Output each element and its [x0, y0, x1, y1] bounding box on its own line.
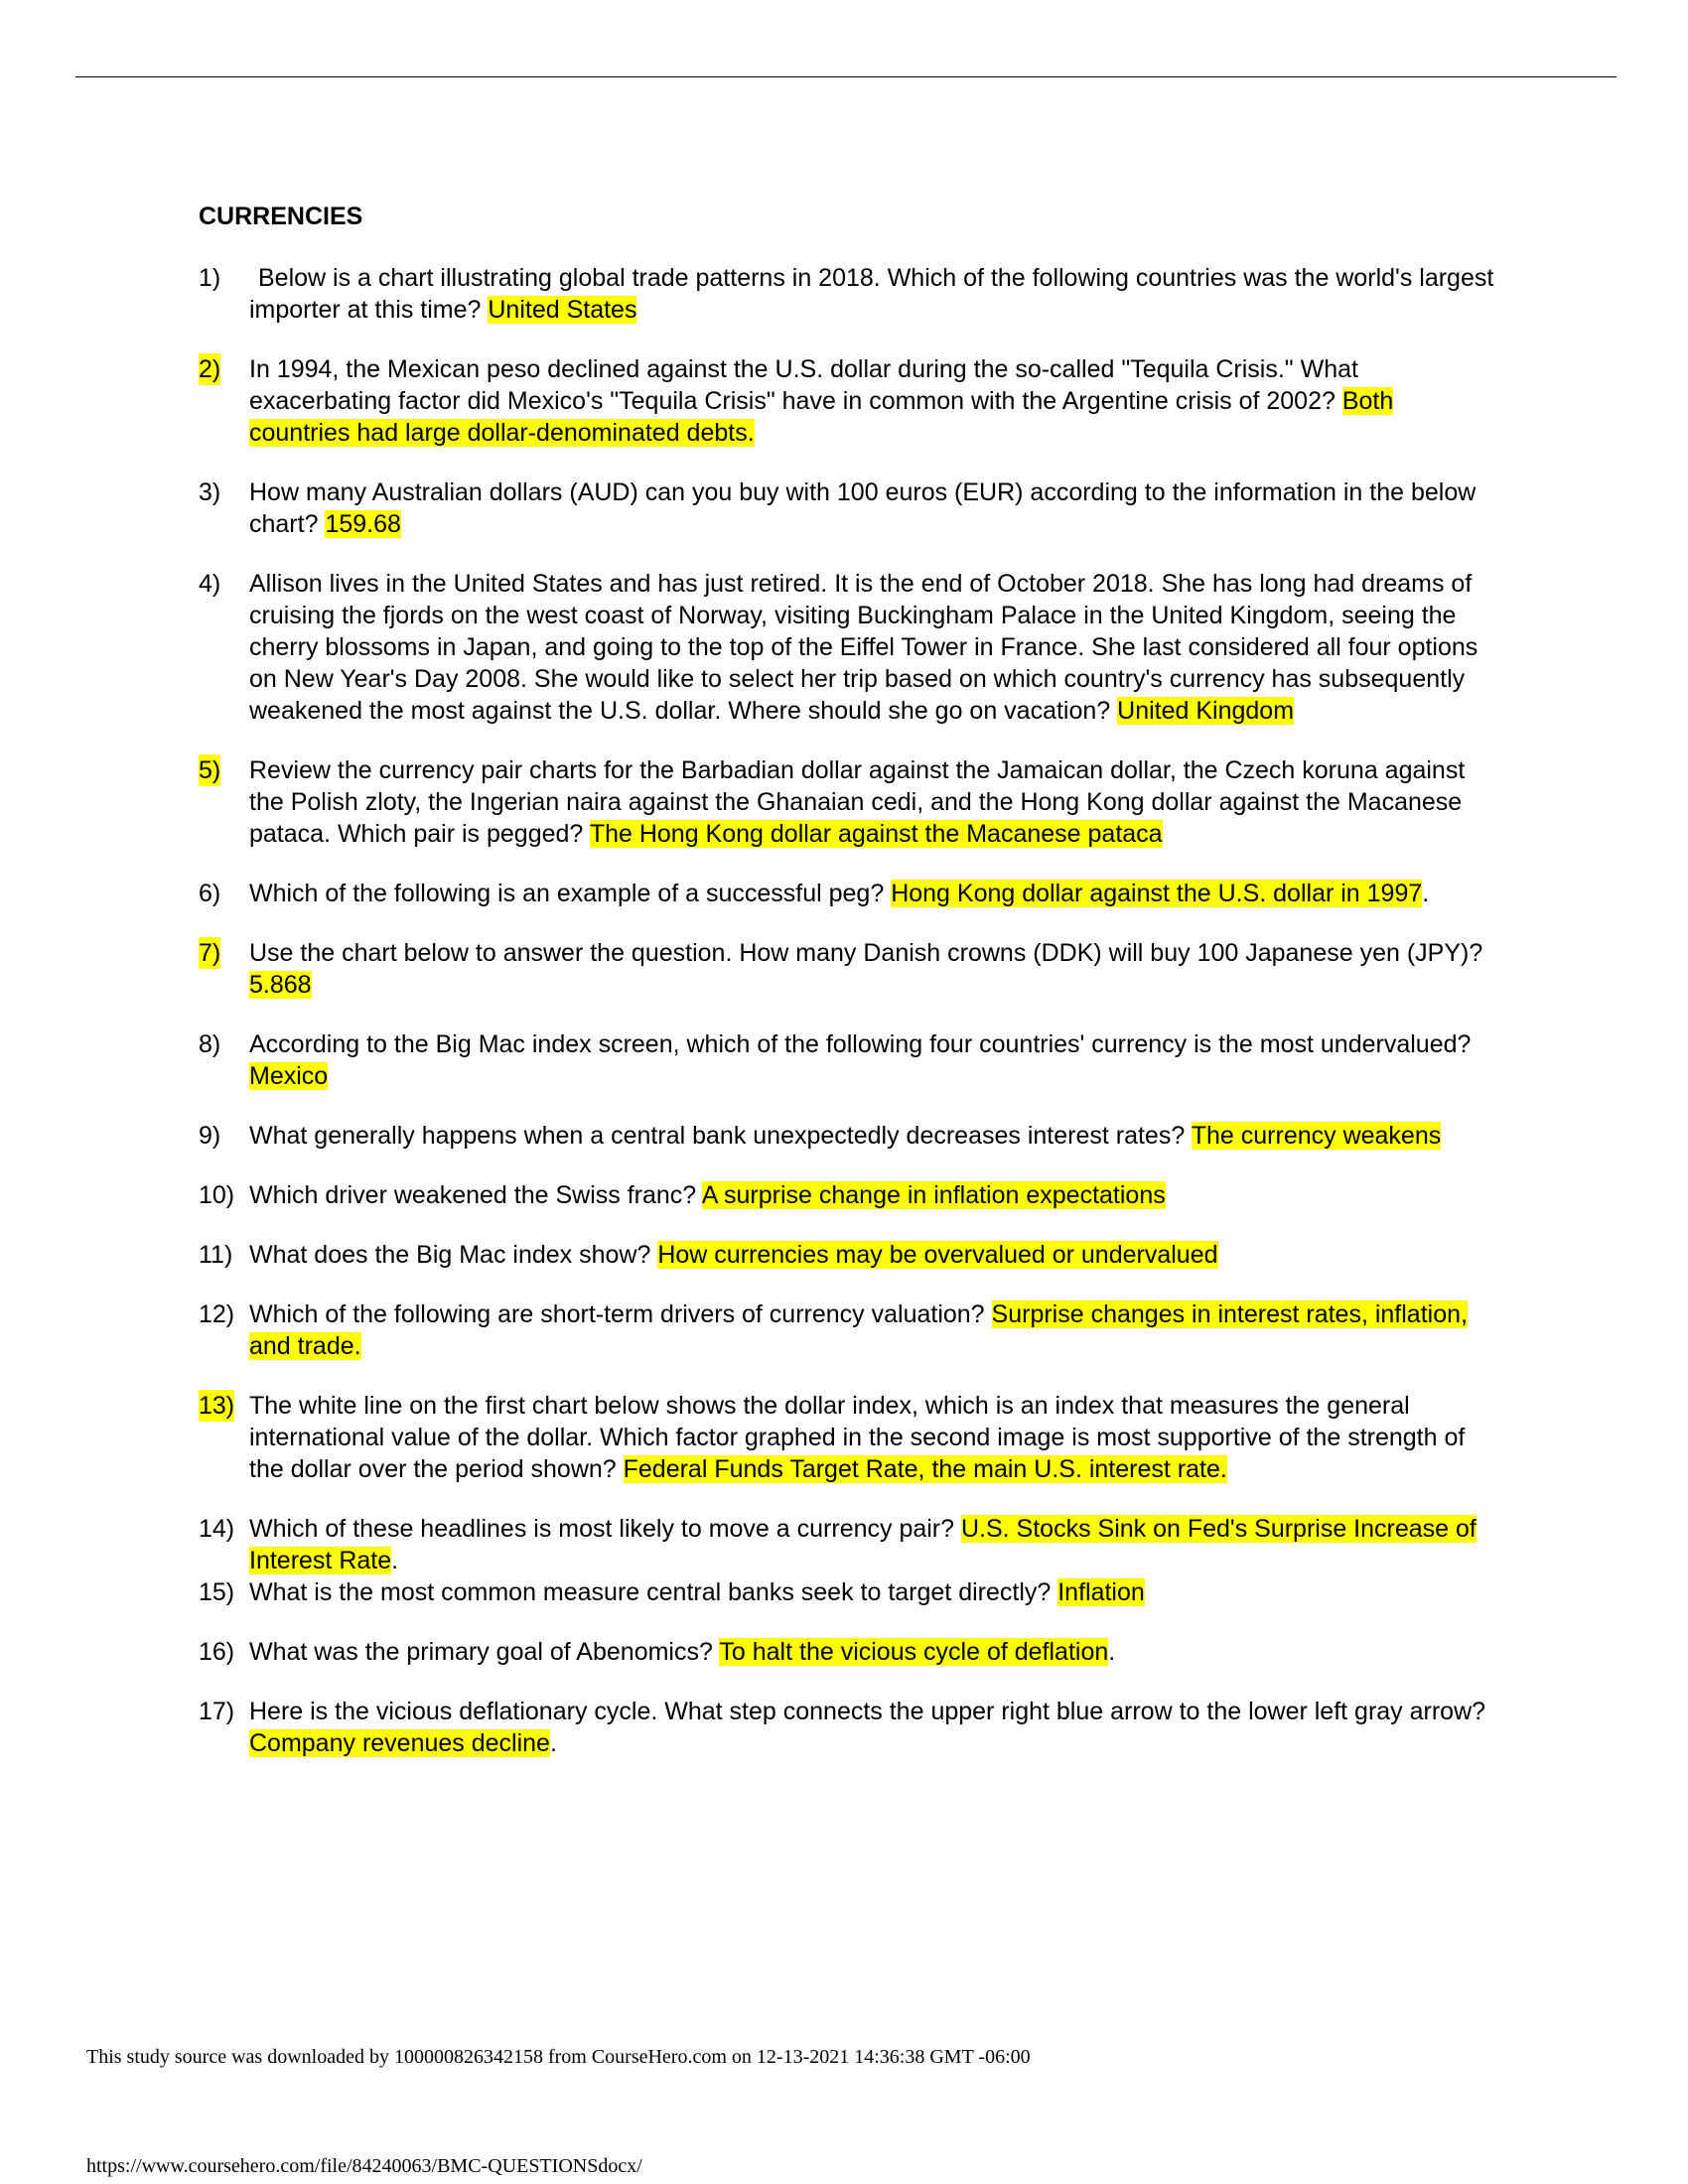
- answer-highlight: To halt the vicious cycle of deflation: [719, 1638, 1109, 1666]
- top-rule: [75, 76, 1617, 77]
- question-number: 12): [199, 1300, 235, 1328]
- answer-suffix: .: [1108, 1638, 1116, 1666]
- question-7: [199, 937, 1499, 1001]
- answer-highlight: Federal Funds Target Rate, the main U.S. interest rate.: [623, 1455, 1227, 1483]
- question-text: Which of these headlines is most likely to move a currency pair?: [249, 1515, 961, 1543]
- page-title: CURRENCIES: [199, 203, 363, 230]
- question-text: According to the Big Mac index screen, which of the following four countries' currency is the most undervalued?: [249, 1030, 1472, 1058]
- question-text: Here is the vicious deflationary cycle. What step connects the upper right blue arrow to the lower left gray arrow?: [249, 1698, 1486, 1725]
- question-text: What generally happens when a central bank unexpectedly decreases interest rates?: [249, 1122, 1192, 1150]
- answer-highlight: How currencies may be overvalued or undervalued: [657, 1241, 1218, 1269]
- question-text: Review the currency pair charts for the Barbadian dollar against the Jamaican dollar, the Czech koruna against the Polish zloty, the Ingerian naira against the Ghanaian cedi, and the Hong Kong dollar against the Macanese pataca. Which pair is pegged?: [249, 756, 1466, 848]
- answer-highlight: Surprise changes in interest rates, inflation, and trade.: [249, 1300, 1468, 1360]
- question-list: [199, 262, 1499, 1759]
- question-number: 14): [199, 1515, 235, 1543]
- question-text: Use the chart below to answer the question. How many Danish crowns (DDK) will buy 100 Japanese yen (JPY)?: [249, 939, 1483, 967]
- question-text: What is the most common measure central banks seek to target directly?: [249, 1578, 1058, 1606]
- question-9: [199, 1120, 1499, 1152]
- question-8: [199, 1028, 1499, 1092]
- question-5: [199, 754, 1499, 850]
- answer-highlight: A surprise change in inflation expectations: [701, 1181, 1166, 1209]
- question-number: 3): [199, 478, 221, 506]
- source-url[interactable]: https://www.coursehero.com/file/84240063/BMC-QUESTIONSdocx/: [86, 2155, 642, 2177]
- question-number: 7): [199, 939, 221, 967]
- answer-suffix: .: [549, 1729, 557, 1757]
- question-text: Below is a chart illustrating global trade patterns in 2018. Which of the following countries was the world's largest importer at this time?: [249, 264, 1494, 324]
- answer-highlight: United States: [488, 296, 637, 324]
- question-text: What does the Big Mac index show?: [249, 1241, 658, 1269]
- question-text: How many Australian dollars (AUD) can you buy with 100 euros (EUR) according to the information in the below chart?: [249, 478, 1477, 538]
- question-number: 16): [199, 1638, 235, 1666]
- question-17: [199, 1696, 1499, 1759]
- question-text: What was the primary goal of Abenomics?: [249, 1638, 720, 1666]
- answer-highlight: U.S. Stocks Sink on Fed's Surprise Increase of Interest Rate: [249, 1515, 1477, 1574]
- question-12: [199, 1298, 1499, 1362]
- question-16: [199, 1636, 1499, 1668]
- question-14: [199, 1513, 1499, 1576]
- answer-highlight: Inflation: [1057, 1578, 1145, 1606]
- question-1: [199, 262, 1499, 326]
- question-text: Allison lives in the United States and has just retired. It is the end of October 2018. She has long had dreams of cruising the fjords on the west coast of Norway, visiting Buckingham Palace in the United Kingdom, seeing the cherry blossoms in Japan, and going to the top of the Eiffel Tower in France. She last considered all four options on New Year's Day 2008. She would like to select her trip based on which country's currency has subsequently weakened the most against the U.S. dollar. Where should she go on vacation?: [249, 570, 1478, 725]
- answer-highlight: The currency weakens: [1191, 1122, 1442, 1150]
- answer-suffix: .: [391, 1547, 399, 1574]
- question-4: [199, 568, 1499, 727]
- question-number: 13): [199, 1392, 235, 1420]
- download-source-note: This study source was downloaded by 100000826342158 from CourseHero.com on 12-13-2021 14:36:38 GMT -06:00: [86, 2046, 1031, 2068]
- question-text: Which of the following is an example of a successful peg?: [249, 880, 892, 907]
- question-number: 5): [199, 756, 221, 784]
- question-number: 8): [199, 1030, 221, 1058]
- question-text: Which of the following are short-term drivers of currency valuation?: [249, 1300, 992, 1328]
- answer-highlight: Company revenues decline: [249, 1729, 550, 1757]
- question-15: [199, 1576, 1499, 1608]
- answer-highlight: Hong Kong dollar against the U.S. dollar in 1997: [891, 880, 1423, 907]
- question-number: 2): [199, 355, 221, 383]
- question-11: [199, 1239, 1499, 1271]
- question-number: 4): [199, 570, 221, 598]
- question-number: 15): [199, 1578, 235, 1606]
- question-10: [199, 1179, 1499, 1211]
- answer-highlight: Mexico: [249, 1062, 329, 1090]
- answer-highlight: United Kingdom: [1117, 697, 1295, 725]
- question-number: 6): [199, 880, 221, 907]
- question-number: 10): [199, 1181, 235, 1209]
- question-text: Which driver weakened the Swiss franc?: [249, 1181, 702, 1209]
- question-13: [199, 1390, 1499, 1485]
- question-3: [199, 477, 1499, 540]
- question-number: 1): [199, 264, 221, 292]
- answer-highlight: 159.68: [325, 510, 401, 538]
- answer-highlight: The Hong Kong dollar against the Macanese pataca: [589, 820, 1163, 848]
- question-6: [199, 878, 1499, 909]
- answer-highlight: 5.868: [249, 971, 312, 999]
- question-number: 11): [199, 1241, 233, 1269]
- answer-suffix: .: [1422, 880, 1430, 907]
- question-number: 9): [199, 1122, 221, 1150]
- question-text: In 1994, the Mexican peso declined against the U.S. dollar during the so-called "Tequila Crisis." What exacerbating factor did Mexico's "Tequila Crisis" have in common with the Argentine crisis of 2002?: [249, 355, 1358, 415]
- question-2: [199, 353, 1499, 449]
- question-number: 17): [199, 1698, 235, 1725]
- answer-highlight: Both countries had large dollar-denominated debts.: [249, 387, 1394, 447]
- question-text: The white line on the first chart below shows the dollar index, which is an index that measures the general international value of the dollar. Which factor graphed in the second image is most supportive of the strength of the dollar over the period shown?: [249, 1392, 1466, 1483]
